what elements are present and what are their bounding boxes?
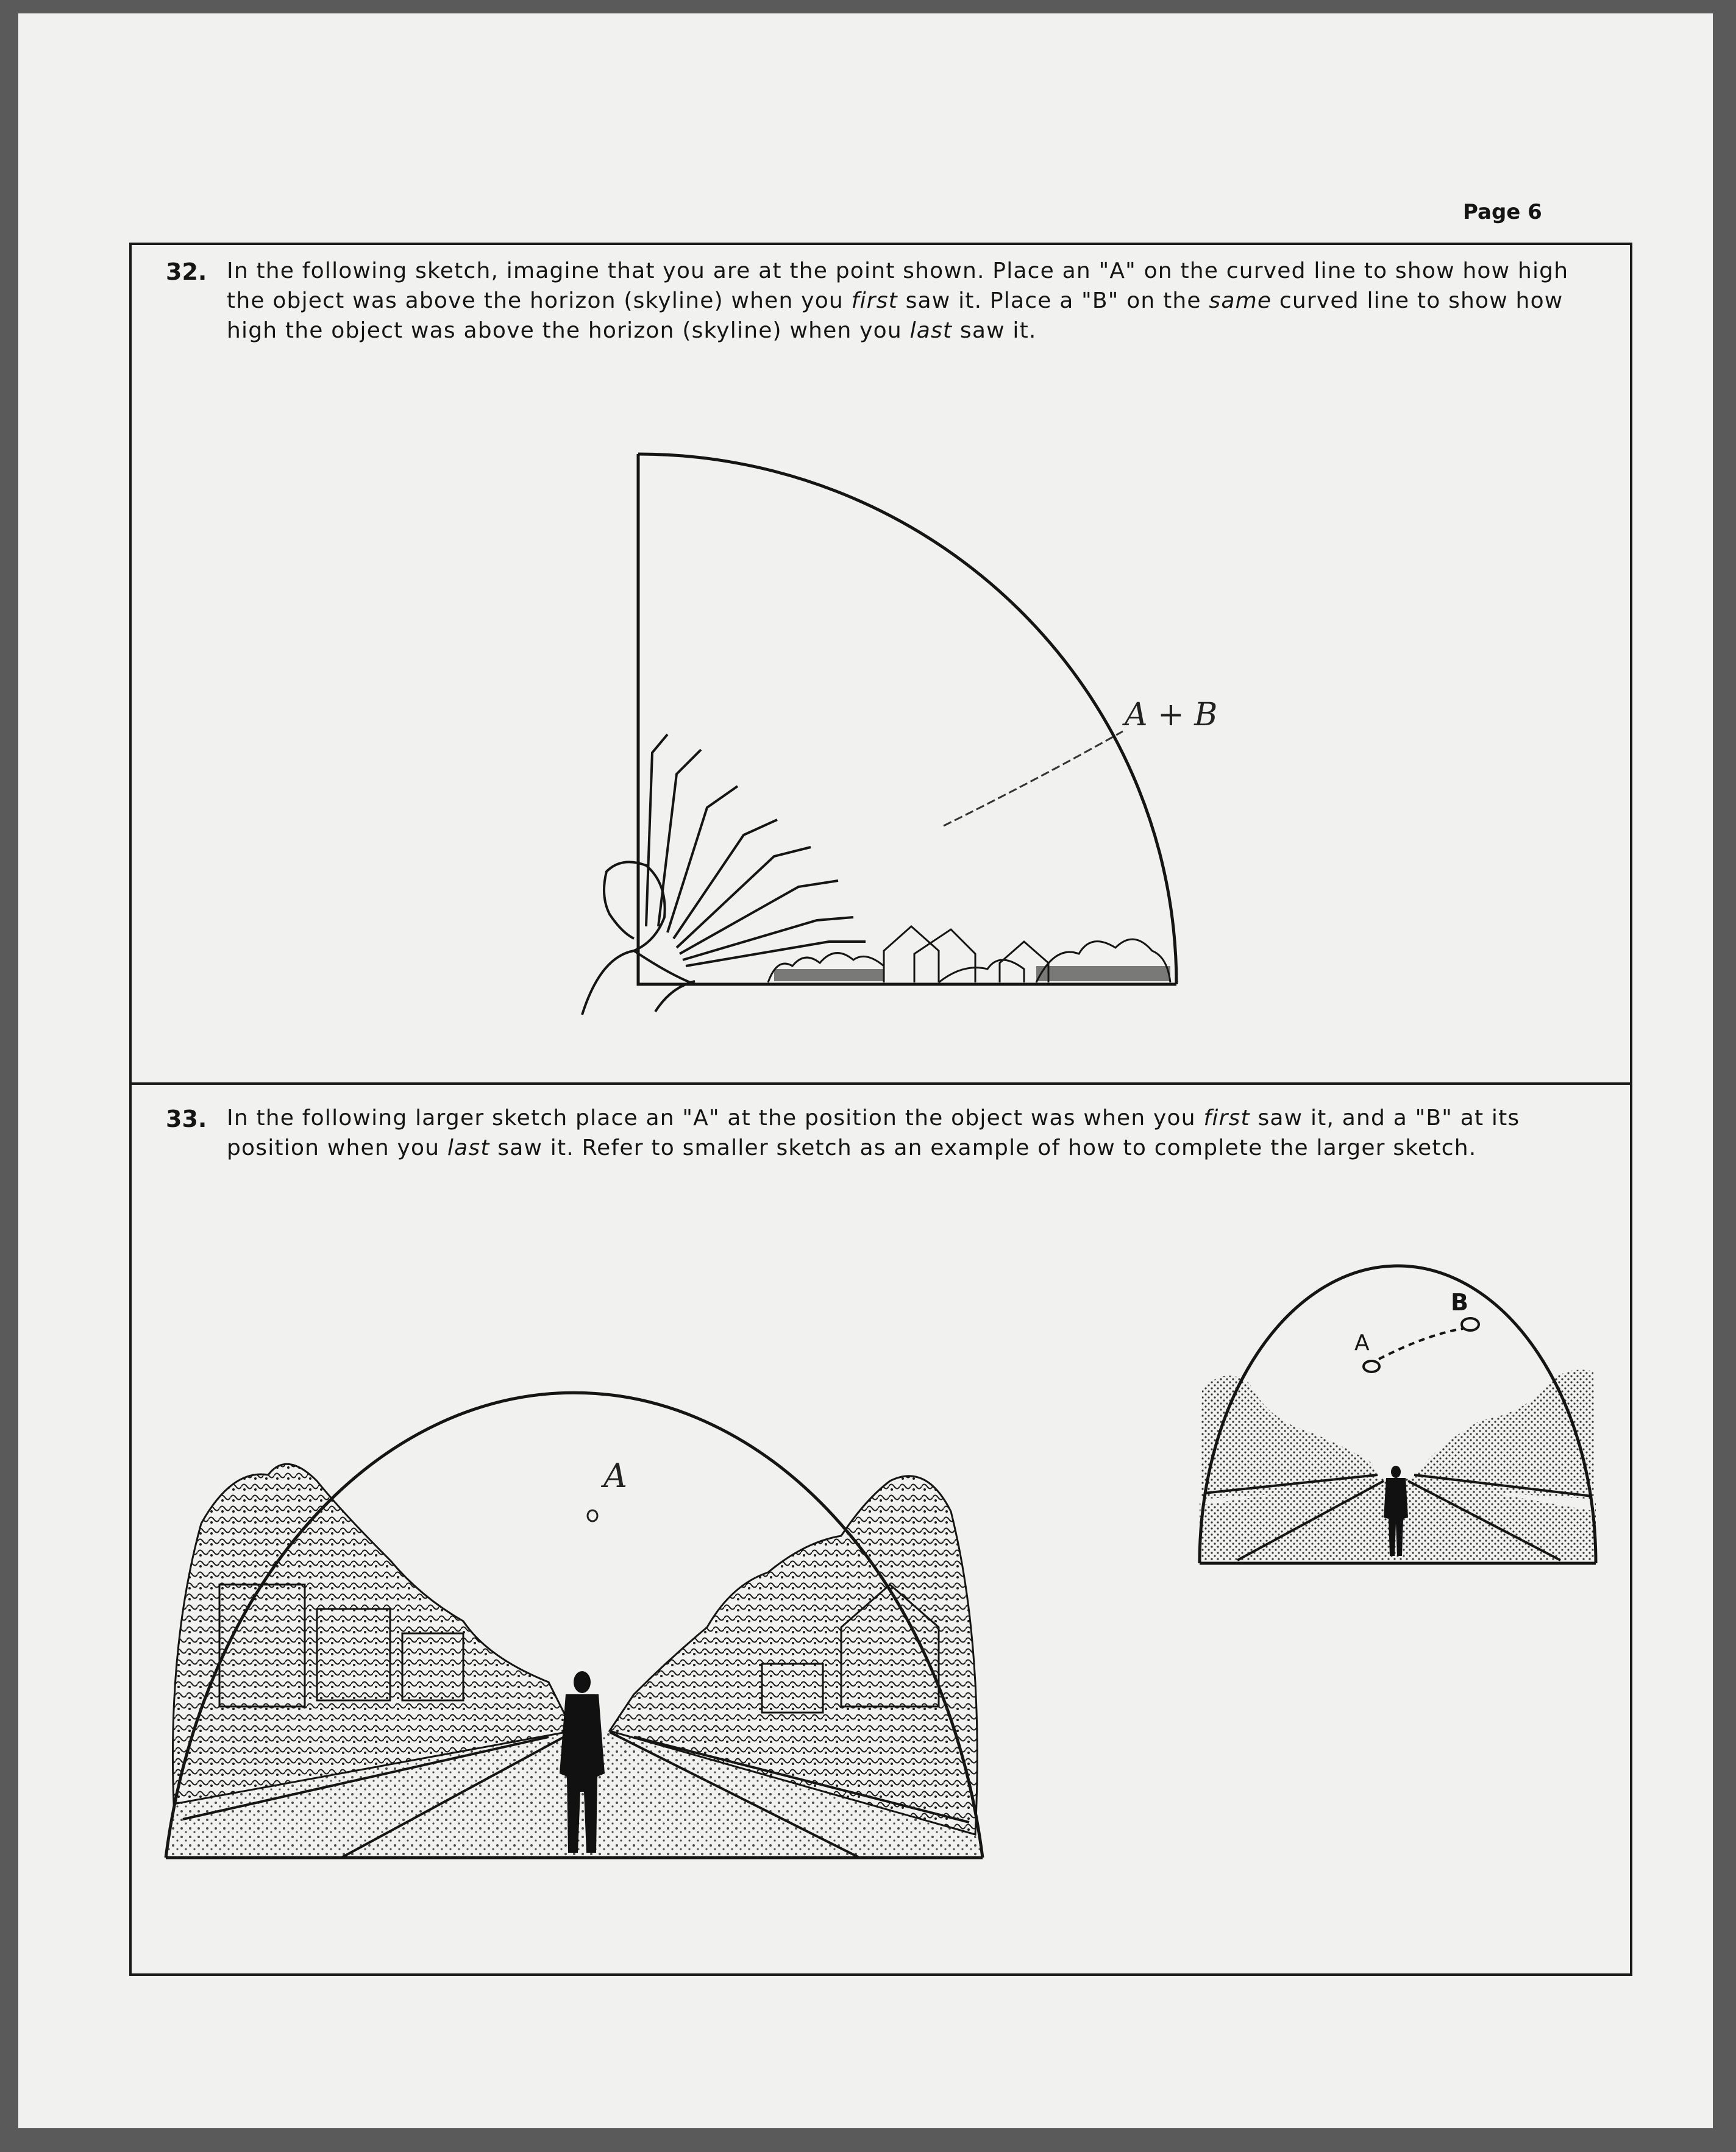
handwritten-answer-a-plus-b: A + B	[1125, 697, 1218, 733]
question-33-number: 33.	[166, 1106, 207, 1132]
question-32-number: 32.	[166, 258, 207, 285]
example-label-b: B	[1451, 1289, 1468, 1316]
page-number: Page 6	[1463, 200, 1542, 224]
example-mark-b	[1462, 1318, 1479, 1330]
handwritten-answer-a: A	[603, 1457, 627, 1495]
question-32-text: In the following sketch, imagine that you are at the point shown. Place an "A" on the curved line to show how high the object was above the horizon (skyline) when you first saw it. Place a "B" on the same curved line to show how high the object was above the horizon (skyline) when you last saw it.	[227, 258, 1569, 343]
example-label-a: A	[1354, 1330, 1370, 1355]
example-path-dashed	[1379, 1329, 1463, 1359]
example-mark-a	[1364, 1361, 1379, 1372]
question-33-text: In the following larger sketch place an "A" at the position the object was when you first saw it, and a "B" at its position when you last saw it. Refer to smaller sketch as an example of how to complete the larger sketch.	[227, 1106, 1520, 1160]
